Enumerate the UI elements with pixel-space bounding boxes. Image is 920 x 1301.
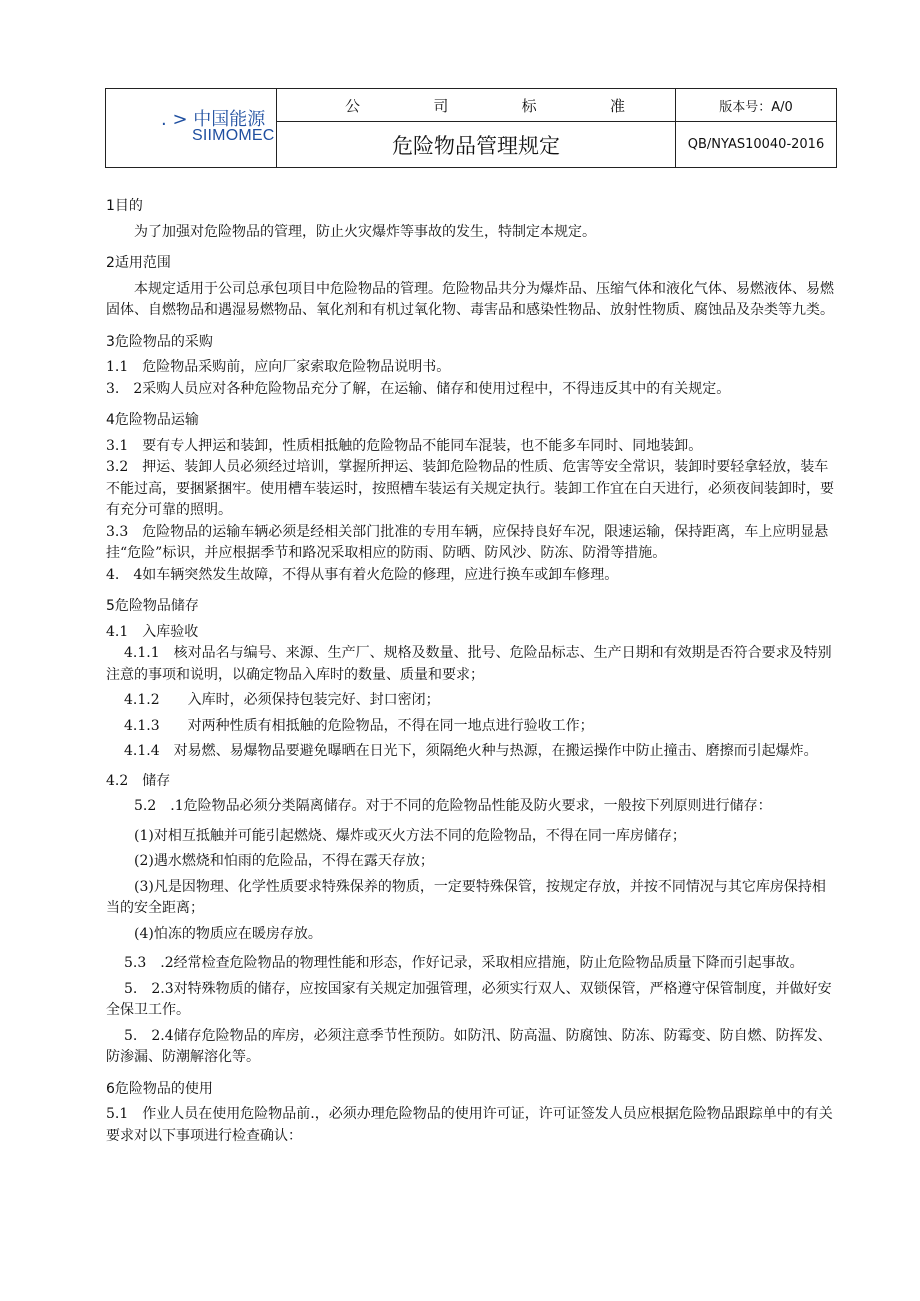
paragraph: 本规定适用于公司总承包项目中危险物品的管理。危险物品共分为爆炸品、压缩气体和液化气体、易燃液体、易燃固体、自燃物品和遇湿易燃物品、氧化剂和有机过氧化物、毒害品和感染性物品、放射性物质、腐蚀品及杂类等九类。 bbox=[106, 280, 834, 318]
list-item: (3)凡是因物理、化学性质要求特殊保养的物质，一定要特殊保管，按规定存放，并按不同情况与其它库房保持相当的安全距离； bbox=[106, 878, 826, 916]
clause: 5. 2.4储存危险物品的库房，必须注意季节性预防。如防汛、防高温、防腐蚀、防冻、防霉变、防自燃、防挥发、防渗漏、防潮解溶化等。 bbox=[106, 1027, 832, 1065]
standard-label bbox=[277, 89, 676, 122]
clause: 3.3 危险物品的运输车辆必须是经相关部门批准的专用车辆，应保持良好车况，限速运输，保持距离，车上应明显悬挂“危险”标识，并应根据季节和路况采取相应的防雨、防晒、防风沙、防冻、防滑等措施。 bbox=[106, 523, 829, 561]
section-heading: 1目的 bbox=[106, 198, 143, 214]
section-heading: 6危险物品的使用 bbox=[106, 1080, 213, 1097]
clause: 4. 4如车辆突然发生故障，不得从事有着火危险的修理，应进行换车或卸车修理。 bbox=[106, 566, 619, 583]
company-logo bbox=[106, 89, 277, 168]
document-title: 危险物品管理规定 bbox=[277, 122, 676, 168]
clause: 5.2 .1危险物品必须分类隔离储存。对于不同的危险物品性能及防火要求，一般按下列原则进行储存： bbox=[134, 798, 772, 814]
clause: 5.1 作业人员在使用危险物品前.，必须办理危险物品的使用许可证，许可证签发人员应根据危险物品跟踪单中的有关要求对以下事项进行检查确认： bbox=[106, 1106, 833, 1144]
section-heading: 5危险物品储存 bbox=[106, 598, 199, 614]
clause: 3. 2采购人员应对各种危险物品充分了解，在运输、储存和使用过程中，不得违反其中的有关规定。 bbox=[106, 380, 731, 397]
standard-char: 标 bbox=[521, 96, 537, 115]
list-item: (1)对相互抵触并可能引起燃烧、爆炸或灭火方法不同的危险物品，不得在同一库房储存； bbox=[134, 827, 686, 844]
clause: 4.1.4 对易燃、易爆物品要避免曝晒在日光下，须隔绝火种与热源，在搬运操作中防止撞击、磨擦而引起爆炸。 bbox=[124, 743, 818, 759]
clause: 4.1.3 对两种性质有相抵触的危险物品，不得在同一地点进行验收工作； bbox=[124, 717, 594, 734]
list-item: (2)遇水燃烧和怕雨的危险品，不得在露天存放； bbox=[134, 853, 434, 869]
version-number: 版本号：A/0 bbox=[676, 89, 837, 122]
standard-char: 准 bbox=[609, 96, 625, 115]
section-heading: 2适用范围 bbox=[106, 255, 171, 271]
subsection-heading: 4.1 入库验收 bbox=[106, 623, 199, 640]
logo-english-text: SIIMOMEC bbox=[192, 127, 275, 144]
list-item: (4)怕冻的物质应在暖房存放。 bbox=[134, 925, 322, 942]
clause: 1.1 危险物品采购前，应向厂家索取危险物品说明书。 bbox=[106, 359, 451, 375]
document-body bbox=[106, 196, 838, 1147]
standard-char: 司 bbox=[433, 96, 449, 115]
subsection-heading: 4.2 储存 bbox=[106, 772, 171, 789]
logo-chinese-text: . > 中国能源 bbox=[161, 109, 266, 130]
clause: 3.1 要有专人押运和装卸，性质相抵触的危险物品不能同车混装，也不能多车同时、同地装卸。 bbox=[106, 437, 703, 454]
clause: 5. 2.3对特殊物质的储存，应按国家有关规定加强管理，必须实行双人、双锁保管，严格遵守保管制度，并做好安全保卫工作。 bbox=[106, 980, 832, 1018]
section-heading: 3危险物品的采购 bbox=[106, 333, 213, 350]
section-heading: 4危险物品运输 bbox=[106, 412, 199, 428]
clause: 5.3 .2经常检查危险物品的物理性能和形态，作好记录，采取相应措施，防止危险物品质量下降而引起事故。 bbox=[124, 955, 804, 971]
document-code: QB/NYAS10040-2016 bbox=[676, 122, 837, 168]
clause: 4.1.1 核对品名与编号、来源、生产厂、规格及数量、批号、危险品标志、生产日期和有效期是否符合要求及特别注意的事项和说明，以确定物品入库时的数量、质量和要求； bbox=[106, 645, 832, 683]
clause: 3.2 押运、装卸人员必须经过培训，掌握所押运、装卸危险物品的性质、危害等安全常识，装卸时要轻拿轻放，装车不能过高，要捆紧捆牢。使用槽车装运时，按照槽车装运有关规定执行。装卸工作宜在白天进行，必须夜间装卸时，要有充分可靠的照明。 bbox=[106, 459, 834, 518]
clause: 4.1.2 入库时，必须保持包装完好、封口密闭； bbox=[124, 692, 440, 708]
standard-char: 公 bbox=[345, 96, 361, 115]
document-header-table bbox=[105, 88, 837, 168]
paragraph: 为了加强对危险物品的管理，防止火灾爆炸等事故的发生，特制定本规定。 bbox=[134, 223, 596, 240]
